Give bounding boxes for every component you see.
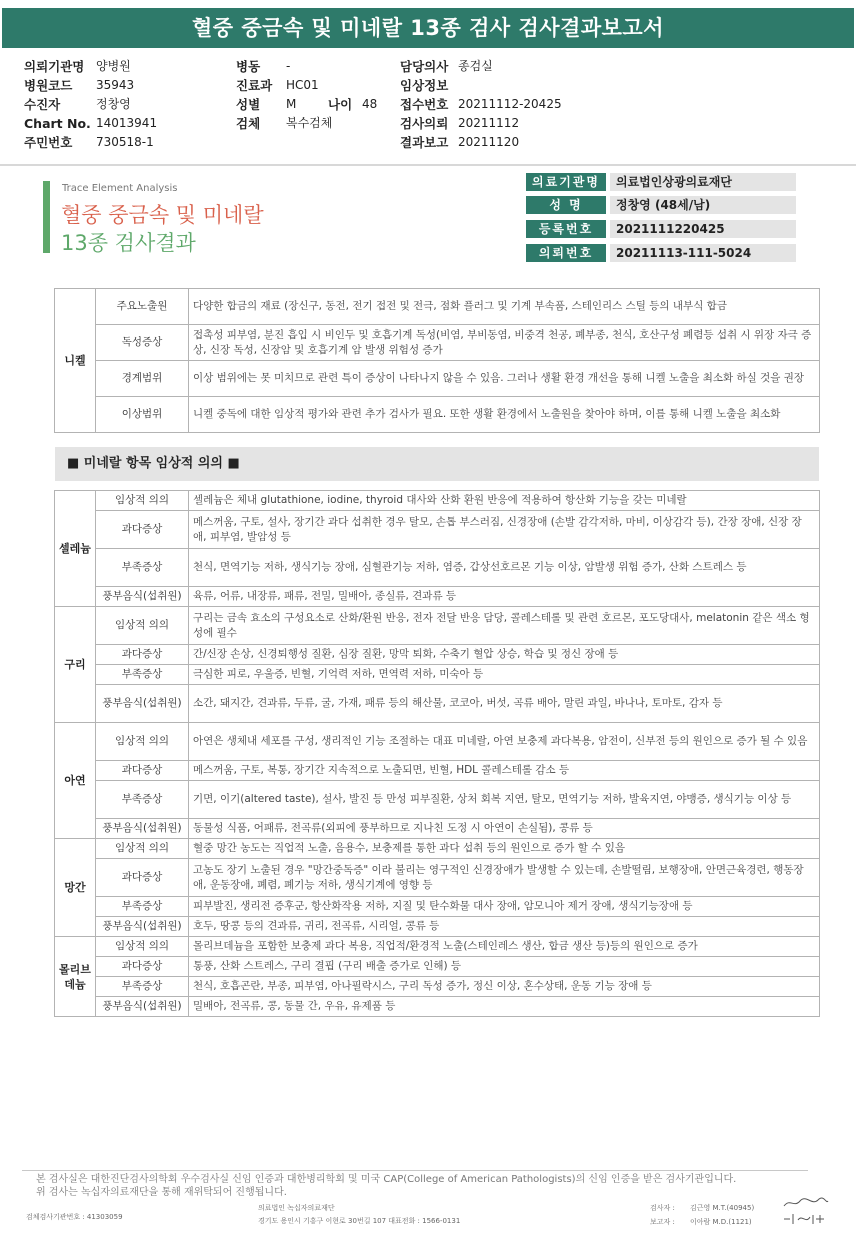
row-label: 경계범위 (96, 361, 189, 397)
row-content: 통풍, 산화 스트레스, 구리 결핍 (구리 배출 증가로 인해) 등 (189, 957, 820, 977)
row-content: 셀레늄은 체내 glutathione, iodine, thyroid 대사와 산화 환원 반응에 적용하여 항산화 기능을 갖는 미네랄 (189, 491, 820, 511)
row-label: 임상적 의의 (96, 839, 189, 859)
row-content: 피부발진, 생리전 증후군, 항산화작용 저하, 지질 및 탄수화물 대사 장애, 암모니아 제거 장애, 생식기능장애 등 (189, 897, 820, 917)
table-row (55, 859, 820, 897)
row-label: 풍부음식(섭취원) (96, 917, 189, 937)
report-subtitle: Trace Element Analysis (62, 183, 178, 194)
label-resident-no: 주민번호 (24, 135, 73, 150)
row-label: 독성증상 (96, 325, 189, 361)
label-institution: 의뢰기관명 (24, 59, 85, 74)
label-patient: 수진자 (24, 97, 61, 112)
label-ward: 병동 (236, 59, 261, 74)
value-report-date: 20211120 (458, 135, 520, 149)
mineral-table (54, 490, 820, 1017)
element-name: 니켈 (55, 289, 96, 433)
info-label: 의뢰번호 (526, 244, 606, 262)
label-request-date: 검사의뢰 (400, 116, 449, 131)
footer-agency-code: 검체검사기관번호 : 41303059 (26, 1213, 123, 1221)
row-label: 풍부음식(섭취원) (96, 587, 189, 607)
label-clinical-info: 임상정보 (400, 78, 449, 93)
label-chart-no: Chart No. (24, 116, 91, 131)
value-hospital-code: 35943 (96, 78, 135, 92)
table-row (55, 645, 820, 665)
reporter-signature-icon (780, 1211, 830, 1227)
value-institution: 양병원 (96, 59, 131, 73)
info-row-registration (526, 220, 796, 238)
table-row (55, 839, 820, 859)
row-content: 육류, 어류, 내장류, 패류, 전밀, 밀배아, 종실류, 견과류 등 (189, 587, 820, 607)
table-row (55, 397, 820, 433)
row-content: 천식, 면역기능 저하, 생식기능 장애, 심혈관기능 저하, 염증, 갑상선호르몬 기능 이상, 암발생 위험 증가, 산화 스트레스 등 (189, 549, 820, 587)
value-sex: M (286, 97, 297, 111)
row-label: 부족증상 (96, 549, 189, 587)
footer-tester-name: 김근영 M.T.(40945) (690, 1204, 755, 1212)
table-row (55, 997, 820, 1017)
mineral-section-heading: ■ 미네랄 항목 임상적 의의 ■ (55, 447, 819, 481)
row-label: 과다증상 (96, 957, 189, 977)
info-value: 정창영 (48세/남) (610, 196, 796, 214)
label-sex: 성별 (236, 97, 261, 112)
info-value: 의료법인상광의료재단 (610, 173, 796, 191)
element-name: 망간 (55, 839, 96, 937)
table-row (55, 781, 820, 819)
row-content: 밀배아, 전곡류, 콩, 동물 간, 우유, 유제품 등 (189, 997, 820, 1017)
table-row (55, 957, 820, 977)
row-label: 과다증상 (96, 645, 189, 665)
value-receipt-no: 20211112-20425 (458, 97, 562, 111)
table-row (55, 761, 820, 781)
label-receipt-no: 접수번호 (400, 97, 449, 112)
row-label: 주요노출원 (96, 289, 189, 325)
element-name: 아연 (55, 723, 96, 839)
table-row (55, 819, 820, 839)
report-title-bar: 혈중 중금속 및 미네랄 13종 검사 검사결과보고서 (2, 8, 854, 48)
info-row-request (526, 244, 796, 262)
row-label: 과다증상 (96, 761, 189, 781)
table-row (55, 977, 820, 997)
value-doctor: 종검실 (458, 59, 493, 73)
row-content: 이상 범위에는 못 미치므로 관련 특이 증상이 나타나지 않을 수 있음. 그러나 생활 환경 개선을 통해 니켈 노출을 최소화 하실 것을 권장 (189, 361, 820, 397)
footer-tester-label: 검사자 : (650, 1204, 675, 1212)
table-row (55, 917, 820, 937)
row-content: 간/신장 손상, 신경퇴행성 질환, 심장 질환, 망막 퇴화, 수축기 혈압 상승, 학습 및 정신 장애 등 (189, 645, 820, 665)
row-label: 과다증상 (96, 511, 189, 549)
row-content: 기면, 이기(altered taste), 설사, 발진 등 만성 피부질환, 상처 회복 지연, 탈모, 면역기능 저하, 발육지연, 야맹증, 생식기능 이상 등 (189, 781, 820, 819)
row-label: 부족증상 (96, 665, 189, 685)
row-content: 호두, 땅콩 등의 견과류, 귀리, 전곡류, 시리얼, 콩류 등 (189, 917, 820, 937)
info-value: 2021111220425 (610, 220, 796, 238)
section-divider (0, 164, 856, 166)
footer-reporter-label: 보고자 : (650, 1218, 675, 1226)
table-row (55, 511, 820, 549)
report-title-line2: 13종 검사결과 (61, 231, 196, 255)
table-row (55, 289, 820, 325)
row-content: 니켈 중독에 대한 임상적 평가와 관련 추가 검사가 필요. 또한 생활 환경에서 노출원을 찾아야 하며, 이를 통해 니켈 노출을 최소화 (189, 397, 820, 433)
footer-note (36, 1173, 736, 1199)
label-department: 진료과 (236, 78, 273, 93)
row-label: 과다증상 (96, 859, 189, 897)
row-label: 임상적 의의 (96, 723, 189, 761)
value-resident-no: 730518-1 (96, 135, 154, 149)
value-age: 48 (362, 97, 378, 111)
value-specimen: 복수검체 (286, 116, 333, 130)
info-row-institution (526, 173, 796, 191)
value-chart-no: 14013941 (96, 116, 158, 130)
table-row (55, 937, 820, 957)
footer-org-name: 의료법인 녹십자의료재단 (258, 1204, 335, 1212)
row-content: 구리는 금속 효소의 구성요소로 산화/환원 반응, 전자 전달 반응 담당, 콜레스테롤 및 관련 호르몬, 포도당대사, melatonin 같은 색소 형성에 필수 (189, 607, 820, 645)
row-content: 몰리브데늄을 포함한 보충제 과다 복용, 직업적/환경적 노출(스테인레스 생산, 합금 생산 등)등의 원인으로 증가 (189, 937, 820, 957)
info-label: 성 명 (526, 196, 606, 214)
info-label: 등록번호 (526, 220, 606, 238)
row-label: 임상적 의의 (96, 607, 189, 645)
table-row (55, 491, 820, 511)
row-content: 극심한 피로, 우울증, 빈혈, 기억력 저하, 면역력 저하, 미숙아 등 (189, 665, 820, 685)
label-age: 나이 (328, 97, 353, 112)
label-doctor: 담당의사 (400, 59, 449, 74)
value-ward: - (286, 59, 291, 73)
tester-signature-icon (780, 1196, 830, 1210)
element-name: 몰리브데늄 (55, 937, 96, 1017)
footer-note-line2: 위 검사는 녹십자의료재단을 통해 재위탁되어 진행됩니다. (36, 1187, 287, 1198)
row-label: 임상적 의의 (96, 491, 189, 511)
footer-divider (22, 1170, 808, 1171)
table-row (55, 723, 820, 761)
label-hospital-code: 병원코드 (24, 78, 73, 93)
table-row (55, 607, 820, 645)
value-department: HC01 (286, 78, 319, 92)
row-label: 풍부음식(섭취원) (96, 819, 189, 839)
label-specimen: 검체 (236, 116, 261, 131)
row-label: 풍부음식(섭취원) (96, 997, 189, 1017)
element-name: 구리 (55, 607, 96, 723)
value-request-date: 20211112 (458, 116, 520, 130)
row-content: 동물성 식품, 어패류, 전곡류(외피에 풍부하므로 지나친 도정 시 아연이 손실됨), 콩류 등 (189, 819, 820, 839)
info-row-name (526, 196, 796, 214)
row-label: 부족증상 (96, 781, 189, 819)
row-label: 이상범위 (96, 397, 189, 433)
row-label: 임상적 의의 (96, 937, 189, 957)
row-content: 소간, 돼지간, 견과류, 두류, 굴, 가재, 패류 등의 해산물, 코코아, 버섯, 곡류 배아, 말린 과일, 바나나, 토마토, 감자 등 (189, 685, 820, 723)
row-content: 아연은 생체내 세포를 구성, 생리적인 기능 조절하는 대표 미네랄, 아연 보충제 과다복용, 암전이, 신부전 등의 원인으로 증가 될 수 있음 (189, 723, 820, 761)
row-content: 메스꺼움, 구토, 설사, 장기간 과다 섭취한 경우 탈모, 손톱 부스러짐, 신경장애 (손발 감각저하, 마비, 이상감각 등), 간장 장애, 신장 장애, 피부염, 발암성 등 (189, 511, 820, 549)
value-patient: 정창영 (96, 97, 131, 111)
table-row (55, 549, 820, 587)
label-report-date: 결과보고 (400, 135, 449, 150)
table-row (55, 361, 820, 397)
element-name: 셀레늄 (55, 491, 96, 607)
row-content: 메스꺼움, 구토, 복통, 장기간 지속적으로 노출되면, 빈혈, HDL 콜레스테롤 감소 등 (189, 761, 820, 781)
table-row (55, 665, 820, 685)
row-content: 접촉성 피부염, 분진 흡입 시 비인두 및 호흡기계 독성(비염, 부비동염, 비중격 천공, 폐부종, 천식, 호산구성 폐렴등 섭취 시 위장 자극 증상, 신장 독성, 신장암 및 호흡기계 암 발생 위험성 증가 (189, 325, 820, 361)
nickel-table (54, 288, 820, 433)
row-content: 혈중 망간 농도는 직업적 노출, 음용수, 보충제를 통한 과다 섭취 등의 원인으로 증가 할 수 있음 (189, 839, 820, 859)
row-content: 천식, 호흡곤란, 부종, 피부염, 아나필락시스, 구리 독성 증가, 정신 이상, 혼수상태, 운동 기능 장애 등 (189, 977, 820, 997)
report-title-line1: 혈중 중금속 및 미네랄 (61, 203, 264, 227)
info-label: 의료기관명 (526, 173, 606, 191)
row-content: 다양한 합금의 재료 (장신구, 동전, 전기 접전 및 전극, 점화 플러그 및 기계 부속품, 스테인리스 스틸 등의 내부식 합금 (189, 289, 820, 325)
row-label: 풍부음식(섭취원) (96, 685, 189, 723)
table-row (55, 897, 820, 917)
row-label: 부족증상 (96, 977, 189, 997)
table-row (55, 685, 820, 723)
title-accent-bar (43, 181, 50, 253)
table-row (55, 587, 820, 607)
row-content: 고농도 장기 노출된 경우 "망간중독증" 이라 불리는 영구적인 신경장애가 발생할 수 있는데, 손발떨림, 보행장애, 안면근육경련, 행동장애, 운동장애, 폐렴, 폐기능 저하, 생식기계에 영향 등 (189, 859, 820, 897)
table-row (55, 325, 820, 361)
footer-org-address: 경기도 용인시 기흥구 이현로 30번길 107 대표전화 : 1566-0131 (258, 1217, 461, 1225)
footer-reporter-name: 이아람 M.D.(1121) (690, 1218, 752, 1226)
row-label: 부족증상 (96, 897, 189, 917)
info-value: 20211113-111-5024 (610, 244, 796, 262)
footer-note-line1: 본 검사실은 대한진단검사의학회 우수검사실 신임 인증과 대한병리학회 및 미국 CAP(College of American Pathologists)의 신임 인증을 받은 검사기관입니다. (36, 1174, 737, 1185)
